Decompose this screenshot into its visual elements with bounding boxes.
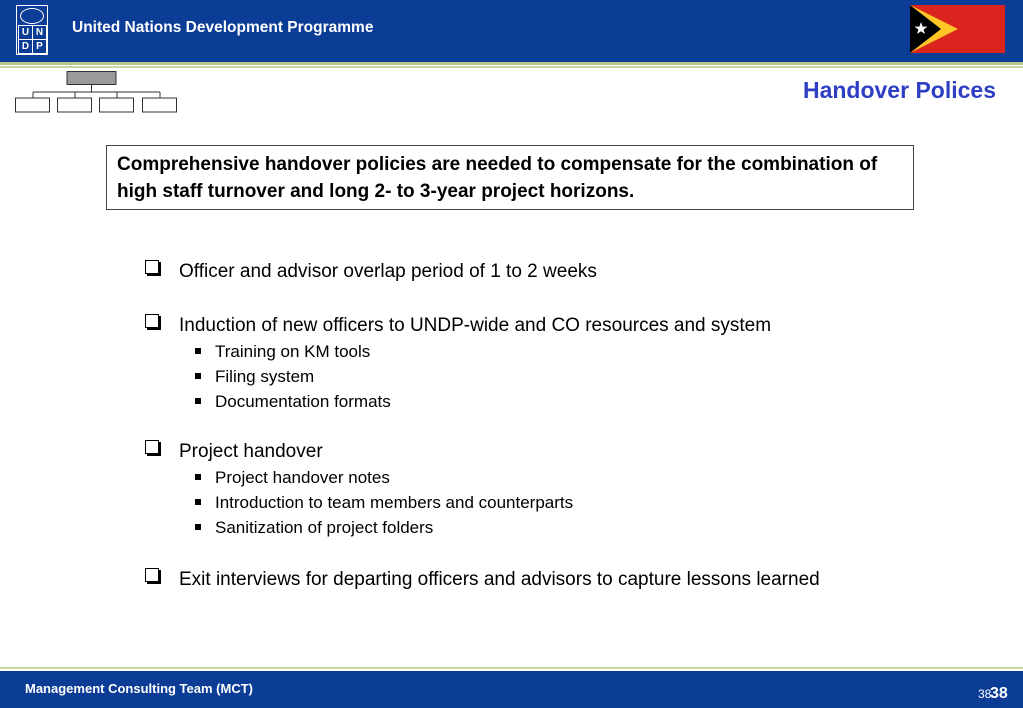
logo-letter: P — [32, 39, 47, 54]
square-bullet-icon — [195, 373, 201, 379]
org-chart-icon — [14, 71, 178, 115]
sub-bullet-text: Filing system — [215, 367, 315, 386]
sub-bullet-text: Project handover notes — [215, 468, 390, 487]
sub-bullet-item — [193, 339, 905, 364]
sub-bullet-text: Training on KM tools — [215, 342, 371, 361]
sub-bullet-item — [193, 515, 905, 540]
sub-bullet-item — [193, 490, 905, 515]
bullet-item — [145, 259, 905, 285]
bullet-list — [145, 259, 905, 593]
header-bar — [0, 0, 1023, 65]
un-emblem-icon — [20, 8, 44, 24]
checkbox-bullet-icon — [145, 440, 159, 454]
footer-bar — [0, 671, 1023, 708]
footer-divider — [0, 667, 1023, 669]
checkbox-bullet-icon — [145, 568, 159, 582]
slide-title: Handover Polices — [802, 77, 996, 103]
page-number: 38 — [990, 685, 1008, 702]
org-name: United Nations Development Programme — [72, 19, 374, 36]
undp-logo — [16, 5, 48, 55]
logo-letter: N — [32, 25, 47, 40]
sub-bullet-item — [193, 389, 905, 414]
sub-bullet-list — [145, 339, 905, 414]
sub-bullet-item — [193, 364, 905, 389]
summary-box: Comprehensive handover policies are needed to compensate for the combination of high staff turnover and long 2- to 3-year project horizons. — [106, 145, 914, 210]
bullet-item — [145, 313, 905, 339]
sub-bullet-text: Documentation formats — [215, 392, 391, 411]
bullet-item — [145, 439, 905, 465]
square-bullet-icon — [195, 524, 201, 530]
checkbox-bullet-icon — [145, 260, 159, 274]
logo-letter: D — [18, 39, 33, 54]
checkbox-bullet-icon — [145, 314, 159, 328]
bullet-text: Induction of new officers to UNDP-wide and CO resources and system — [179, 315, 772, 336]
timor-leste-flag-icon — [910, 5, 1005, 53]
square-bullet-icon — [195, 398, 201, 404]
square-bullet-icon — [195, 348, 201, 354]
sub-bullet-list — [145, 465, 905, 540]
logo-letter: U — [18, 25, 33, 40]
header-divider — [0, 66, 1023, 68]
square-bullet-icon — [195, 474, 201, 480]
sub-bullet-item — [193, 465, 905, 490]
bullet-text: Exit interviews for departing officers and advisors to capture lessons learned — [179, 569, 820, 590]
bullet-item — [145, 567, 905, 593]
footer-team-label: Management Consulting Team (MCT) — [25, 681, 253, 696]
page-number-small: 38 — [978, 687, 992, 701]
bullet-text: Project handover — [179, 441, 323, 462]
sub-bullet-text: Introduction to team members and counterparts — [215, 493, 574, 512]
bullet-text: Officer and advisor overlap period of 1 to 2 weeks — [179, 261, 597, 282]
sub-bullet-text: Sanitization of project folders — [215, 518, 434, 537]
square-bullet-icon — [195, 499, 201, 505]
